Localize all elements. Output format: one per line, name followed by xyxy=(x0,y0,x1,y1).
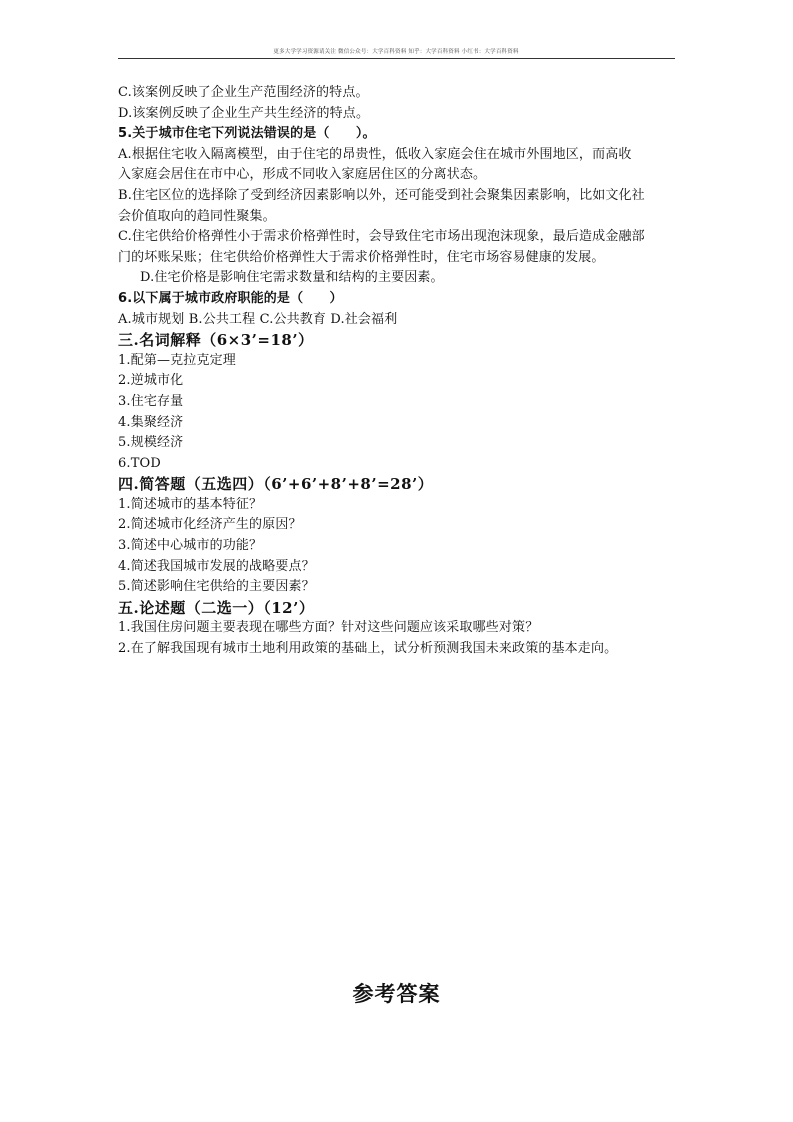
option-line: D.住宅价格是影响住宅需求数量和结构的主要因素。 xyxy=(140,270,444,286)
option-line: B.住宅区位的选择除了受到经济因素影响以外，还可能受到社会聚集因素影响，比如文化社 xyxy=(118,187,645,203)
section-heading-terms: 三.名词解释（6×3’=18’） xyxy=(118,331,314,350)
list-item: 6.TOD xyxy=(118,455,161,471)
option-line: 门的坏账呆账；住宅供给价格弹性大于需求价格弹性时，住宅市场容易健康的发展。 xyxy=(118,249,605,265)
header-divider xyxy=(118,58,675,59)
answer-title: 参考答案 xyxy=(352,981,441,1006)
page-header: 更多大学学习资源请关注 微信公众号：大学百科资料 知乎：大学百科资料 小红书：大学百科资料 xyxy=(273,49,519,55)
list-item: 1.我国住房问题主要表现在哪些方面？针对这些问题应该采取哪些对策？ xyxy=(118,620,539,636)
document-body xyxy=(118,83,678,660)
option-line: A.根据住宅收入隔离模型，由于住宅的昂贵性，低收入家庭会住在城市外围地区，而高收 xyxy=(118,146,632,162)
list-item: 3.住宅存量 xyxy=(118,393,184,409)
list-item: 2.简述城市化经济产生的原因？ xyxy=(118,517,302,533)
list-item: 2.逆城市化 xyxy=(118,373,184,389)
list-item: 5.规模经济 xyxy=(118,435,184,451)
list-item: 1.配第—克拉克定理 xyxy=(118,352,236,368)
list-item: 2.在了解我国现有城市土地利用政策的基础上，试分析预测我国未来政策的基本走向。 xyxy=(118,641,618,657)
section-heading-short-answer: 四.简答题（五选四）（6’+6’+8’+8’=28’） xyxy=(118,475,434,494)
option-line: 会价值取向的趋同性聚集。 xyxy=(118,208,276,224)
option-line: A.城市规划 B.公共工程 C.公共教育 D.社会福利 xyxy=(118,311,398,327)
list-item: 4.集聚经济 xyxy=(118,414,184,430)
list-item: 4.简述我国城市发展的战略要点？ xyxy=(118,558,315,574)
option-line: C.住宅供给价格弹性小于需求价格弹性时，会导致住宅市场出现泡沫现象，最后造成金融部 xyxy=(118,229,645,245)
option-line: 入家庭会居住在市中心，形成不同收入家庭居住区的分离状态。 xyxy=(118,167,487,183)
list-item: 1.简述城市的基本特征？ xyxy=(118,496,263,512)
section-heading-essay: 五.论述题（二选一）（12’） xyxy=(118,598,315,617)
question-6: 6.以下属于城市政府职能的是（ ） xyxy=(118,290,343,306)
option-line: C.该案例反映了企业生产范围经济的特点。 xyxy=(118,85,369,100)
list-item: 5.简述影响住宅供给的主要因素？ xyxy=(118,579,315,595)
list-item: 3.简述中心城市的功能？ xyxy=(118,538,263,554)
question-5: 5.关于城市住宅下列说法错误的是（ ）。 xyxy=(118,126,376,142)
option-line: D.该案例反映了企业生产共生经济的特点。 xyxy=(118,105,370,121)
